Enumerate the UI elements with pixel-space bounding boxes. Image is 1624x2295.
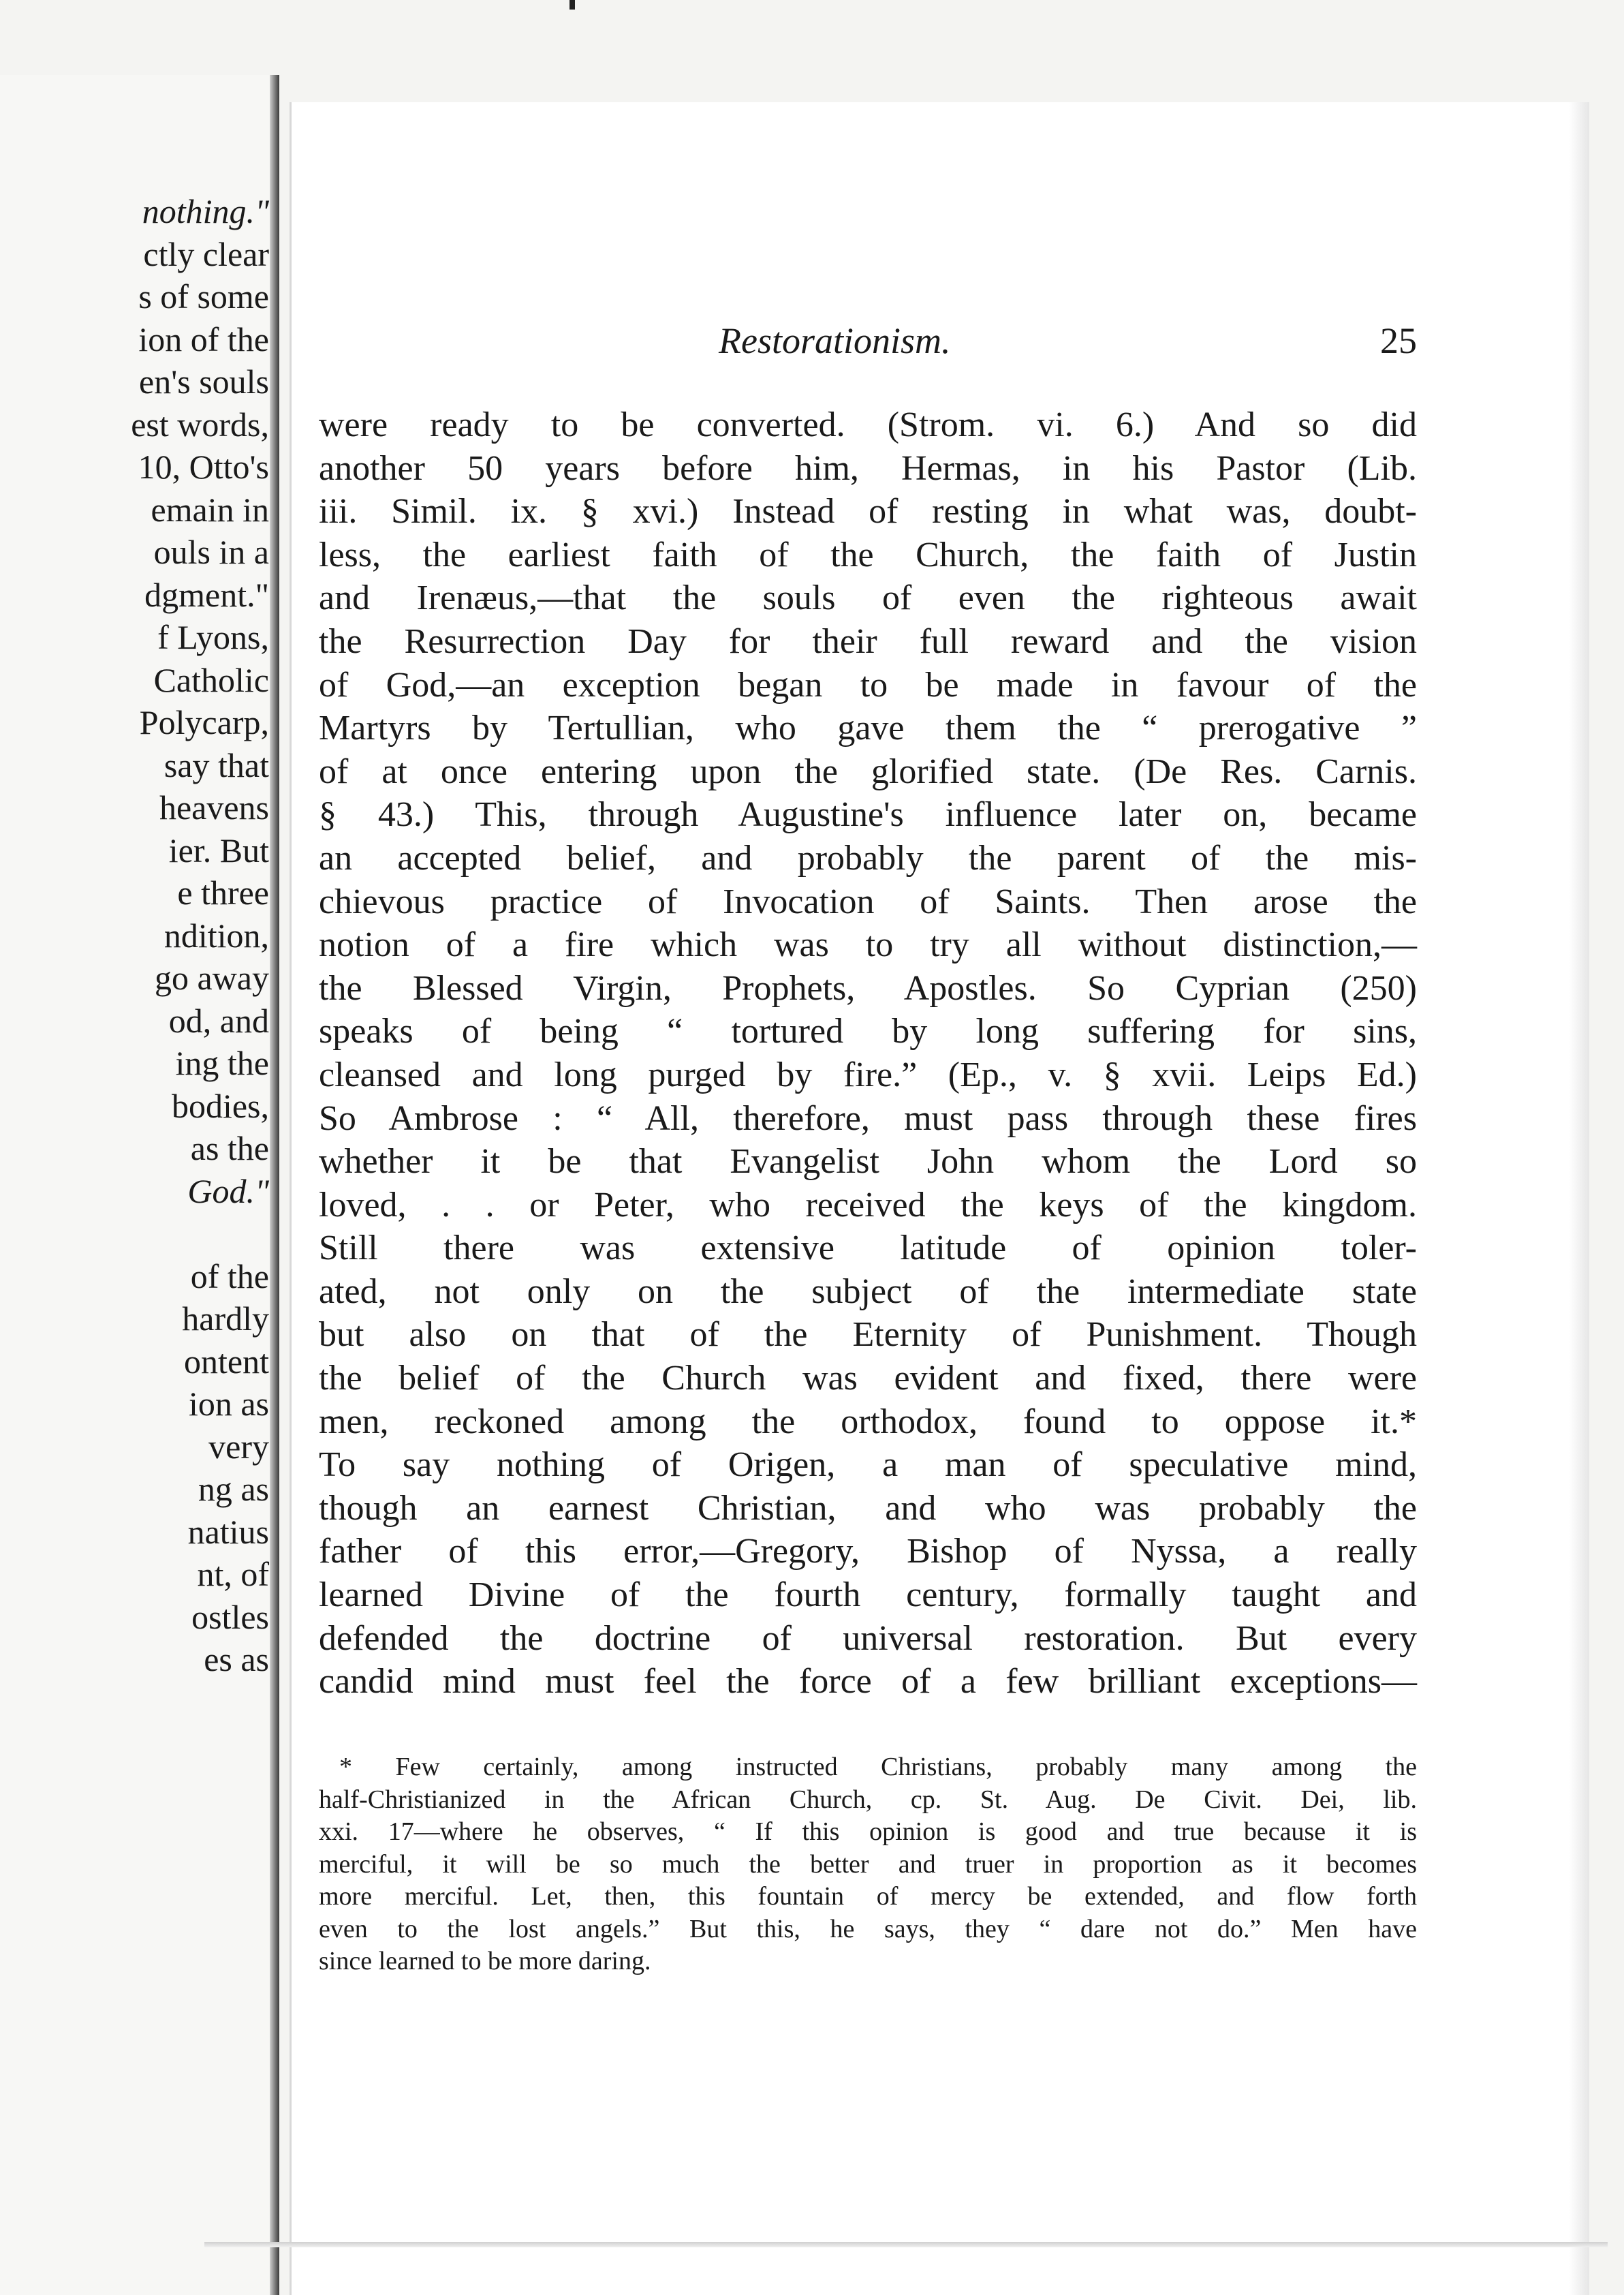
- left-page-line: ier. But: [168, 831, 269, 869]
- left-page-line: od, and: [168, 1001, 269, 1040]
- body-text: [319, 403, 1417, 1704]
- page-bottom-edge: [204, 2242, 1608, 2247]
- left-page-line: ion of the: [138, 320, 269, 358]
- left-page-line: s of some: [138, 277, 269, 315]
- footnote-line: xxi. 17—where he observes, “ If this opinion is good and true because it is: [319, 1817, 1417, 1846]
- left-page-line: natius: [187, 1512, 269, 1551]
- footnote: [319, 1751, 1417, 1978]
- body-line: defended the doctrine of universal restoration. But every: [319, 1618, 1417, 1658]
- left-page-line: dgment.": [144, 575, 269, 614]
- body-line: speaks of being “ tortured by long suffering for sins,: [319, 1012, 1417, 1051]
- page-edge-shadow: [1569, 102, 1589, 2295]
- body-line: less, the earliest faith of the Church, the faith of Justin: [319, 535, 1417, 574]
- left-page-line: as the: [190, 1129, 269, 1167]
- body-line: the belief of the Church was evident and fixed, there were: [319, 1359, 1417, 1398]
- body-line: chievous practice of Invocation of Saints. Then arose the: [319, 882, 1417, 921]
- left-page-line: en's souls: [139, 363, 269, 401]
- left-page-line: ing the: [175, 1044, 269, 1082]
- left-facing-page: [0, 75, 279, 2295]
- left-page-line: ontent: [184, 1342, 269, 1381]
- left-page-line: very: [208, 1427, 269, 1466]
- body-line: loved, . . or Peter, who received the keys of the kingdom.: [319, 1185, 1417, 1224]
- left-page-line: heavens: [159, 788, 269, 827]
- body-line: learned Divine of the fourth century, formally taught and: [319, 1575, 1417, 1615]
- footnote-line: * Few certainly, among instructed Christians, probably many among the: [339, 1753, 1417, 1781]
- body-line: the Resurrection Day for their full reward and the vision: [319, 621, 1417, 661]
- left-page-line: God.": [187, 1171, 269, 1210]
- body-line: candid mind must feel the force of a few brilliant exceptions—: [319, 1662, 1417, 1701]
- body-line: § 43.) This, through Augustine's influence later on, became: [319, 795, 1417, 835]
- running-title: Restorationism.: [719, 320, 951, 361]
- left-page-line: 10, Otto's: [138, 448, 269, 486]
- body-line: To say nothing of Origen, a man of speculative mind,: [319, 1445, 1417, 1485]
- body-line: of at once entering upon the glorified state. (De Res. Carnis.: [319, 752, 1417, 791]
- left-page-line: ctly clear: [143, 234, 269, 273]
- body-line: father of this error,—Gregory, Bishop of Nyssa, a really: [319, 1532, 1417, 1571]
- body-line: men, reckoned among the orthodox, found to oppose it.*: [319, 1402, 1417, 1441]
- body-line: were ready to be converted. (Strom. vi. 6.) And so did: [319, 405, 1417, 444]
- body-line: the Blessed Virgin, Prophets, Apostles. So Cyprian (250): [319, 968, 1417, 1008]
- gutter-shadow: [270, 75, 279, 2295]
- left-page-line: Polycarp,: [139, 703, 269, 741]
- left-page-line: nt, of: [197, 1555, 269, 1593]
- left-page-line: say that: [163, 745, 269, 784]
- footnote-line: merciful, it will be so much the better and truer in proportion as it becomes: [319, 1849, 1417, 1879]
- body-line: cleansed and long purged by fire.” (Ep., v. § xvii. Leips Ed.): [319, 1055, 1417, 1094]
- footnote-line: more merciful. Let, then, this fountain of mercy be extended, and flow forth: [319, 1882, 1417, 1911]
- left-page-line: Catholic: [153, 660, 269, 699]
- left-page-line: ouls in a: [153, 533, 269, 571]
- body-line: of God,—an exception began to be made in favour of the: [319, 665, 1417, 705]
- left-page-line: e three: [177, 874, 269, 912]
- left-page-line: ion as: [188, 1385, 269, 1423]
- footnote-line: half-Christianized in the African Church, cp. St. Aug. De Civit. Dei, lib.: [319, 1785, 1417, 1814]
- left-page-line: of the: [190, 1257, 269, 1295]
- left-page-line: ostles: [191, 1597, 269, 1636]
- left-page-line: nothing.": [142, 192, 269, 230]
- left-page-line: f Lyons,: [157, 618, 269, 656]
- left-page-line: bodies,: [171, 1086, 269, 1125]
- left-page-line: emain in: [151, 490, 269, 529]
- body-line: So Ambrose : “ All, therefore, must pass through these fires: [319, 1098, 1417, 1138]
- body-line: whether it be that Evangelist John whom the Lord so: [319, 1142, 1417, 1182]
- body-line: and Irenæus,—that the souls of even the righteous await: [319, 579, 1417, 618]
- body-line: Still there was extensive latitude of opinion toler-: [319, 1229, 1417, 1268]
- footnote-line: even to the lost angels.” But this, he says, they “ dare not do.” Men have: [319, 1914, 1417, 1943]
- body-line: Martyrs by Tertullian, who gave them the “ prerogative ”: [319, 709, 1417, 748]
- left-page-line: ng as: [198, 1470, 269, 1508]
- body-line: iii. Simil. ix. § xvi.) Instead of resting in what was, doubt-: [319, 492, 1417, 532]
- left-page-line: hardly: [182, 1299, 269, 1338]
- left-page-line: go away: [155, 959, 269, 997]
- left-page-line: es as: [204, 1640, 269, 1678]
- footnote-line: since learned to be more daring.: [319, 1947, 651, 1975]
- scan-artifact-mark: [569, 0, 575, 10]
- body-line: but also on that of the Eternity of Punishment. Though: [319, 1315, 1417, 1355]
- left-page-line: ndition,: [163, 916, 269, 955]
- body-line: another 50 years before him, Hermas, in his Pastor (Lib.: [319, 448, 1417, 488]
- body-line: an accepted belief, and probably the parent of the mis-: [319, 838, 1417, 878]
- page-number: 25: [1380, 320, 1417, 361]
- body-line: ated, not only on the subject of the intermediate state: [319, 1272, 1417, 1311]
- body-line: though an earnest Christian, and who was probably the: [319, 1488, 1417, 1528]
- left-page-line: est words,: [131, 405, 269, 444]
- body-line: notion of a fire which was to try all without distinction,—: [319, 925, 1417, 965]
